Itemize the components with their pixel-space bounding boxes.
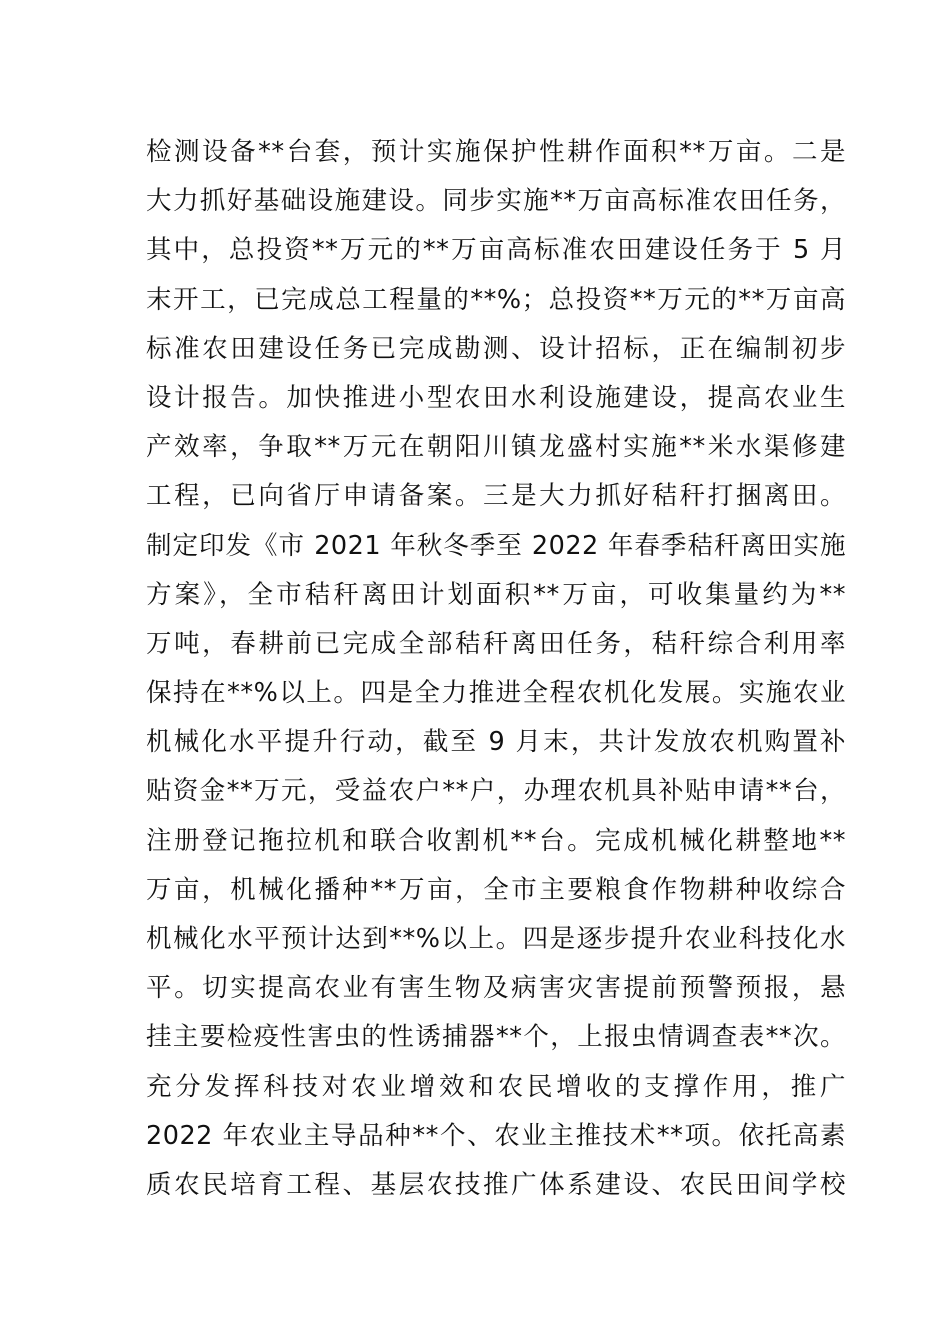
text-line-10: 方案》，全市秸秆离田计划面积**万亩，可收集量约为** <box>146 579 846 610</box>
text-line-21: 2022 年农业主导品种**个、农业主推技术**项。依托高素 <box>146 1120 846 1151</box>
text-line-15: 注册登记拖拉机和联合收割机**台。完成机械化耕整地** <box>146 825 846 856</box>
text-line-22: 质农民培育工程、基层农技推广体系建设、农民田间学校 <box>146 1169 846 1200</box>
text-line-16: 万亩，机械化播种**万亩，全市主要粮食作物耕种收综合 <box>146 874 846 905</box>
text-line-4: 末开工，已完成总工程量的**%；总投资**万元的**万亩高 <box>146 284 846 315</box>
text-line-2: 大力抓好基础设施建设。同步实施**万亩高标准农田任务， <box>146 186 846 217</box>
body-text <box>146 128 846 1210</box>
text-line-12: 保持在**%以上。四是全力推进全程农机化发展。实施农业 <box>146 678 846 709</box>
text-line-3: 其中，总投资**万元的**万亩高标准农田建设任务于 5 月 <box>146 235 846 266</box>
text-line-20: 充分发挥科技对农业增效和农民增收的支撑作用，推广 <box>146 1071 846 1102</box>
text-line-5: 标准农田建设任务已完成勘测、设计招标，正在编制初步 <box>146 333 846 364</box>
text-line-13: 机械化水平提升行动，截至 9 月末，共计发放农机购置补 <box>146 727 846 758</box>
text-line-19: 挂主要检疫性害虫的性诱捕器**个，上报虫情调查表**次。 <box>146 1022 846 1053</box>
text-line-18: 平。切实提高农业有害生物及病害灾害提前预警预报，悬 <box>146 973 846 1004</box>
text-line-7: 产效率，争取**万元在朝阳川镇龙盛村实施**米水渠修建 <box>146 432 846 463</box>
text-line-11: 万吨，春耕前已完成全部秸秆离田任务，秸秆综合利用率 <box>146 628 846 659</box>
text-line-1: 检测设备**台套，预计实施保护性耕作面积**万亩。二是 <box>146 137 846 167</box>
text-line-14: 贴资金**万元，受益农户**户，办理农机具补贴申请**台， <box>146 776 846 807</box>
text-line-8: 工程，已向省厅申请备案。三是大力抓好秸秆打捆离田。 <box>146 481 846 512</box>
text-line-9: 制定印发《市 2021 年秋冬季至 2022 年春季秸秆离田实施 <box>146 530 846 561</box>
text-line-6: 设计报告。加快推进小型农田水利设施建设，提高农业生 <box>146 382 846 413</box>
text-line-17: 机械化水平预计达到**%以上。四是逐步提升农业科技化水 <box>146 924 846 954</box>
